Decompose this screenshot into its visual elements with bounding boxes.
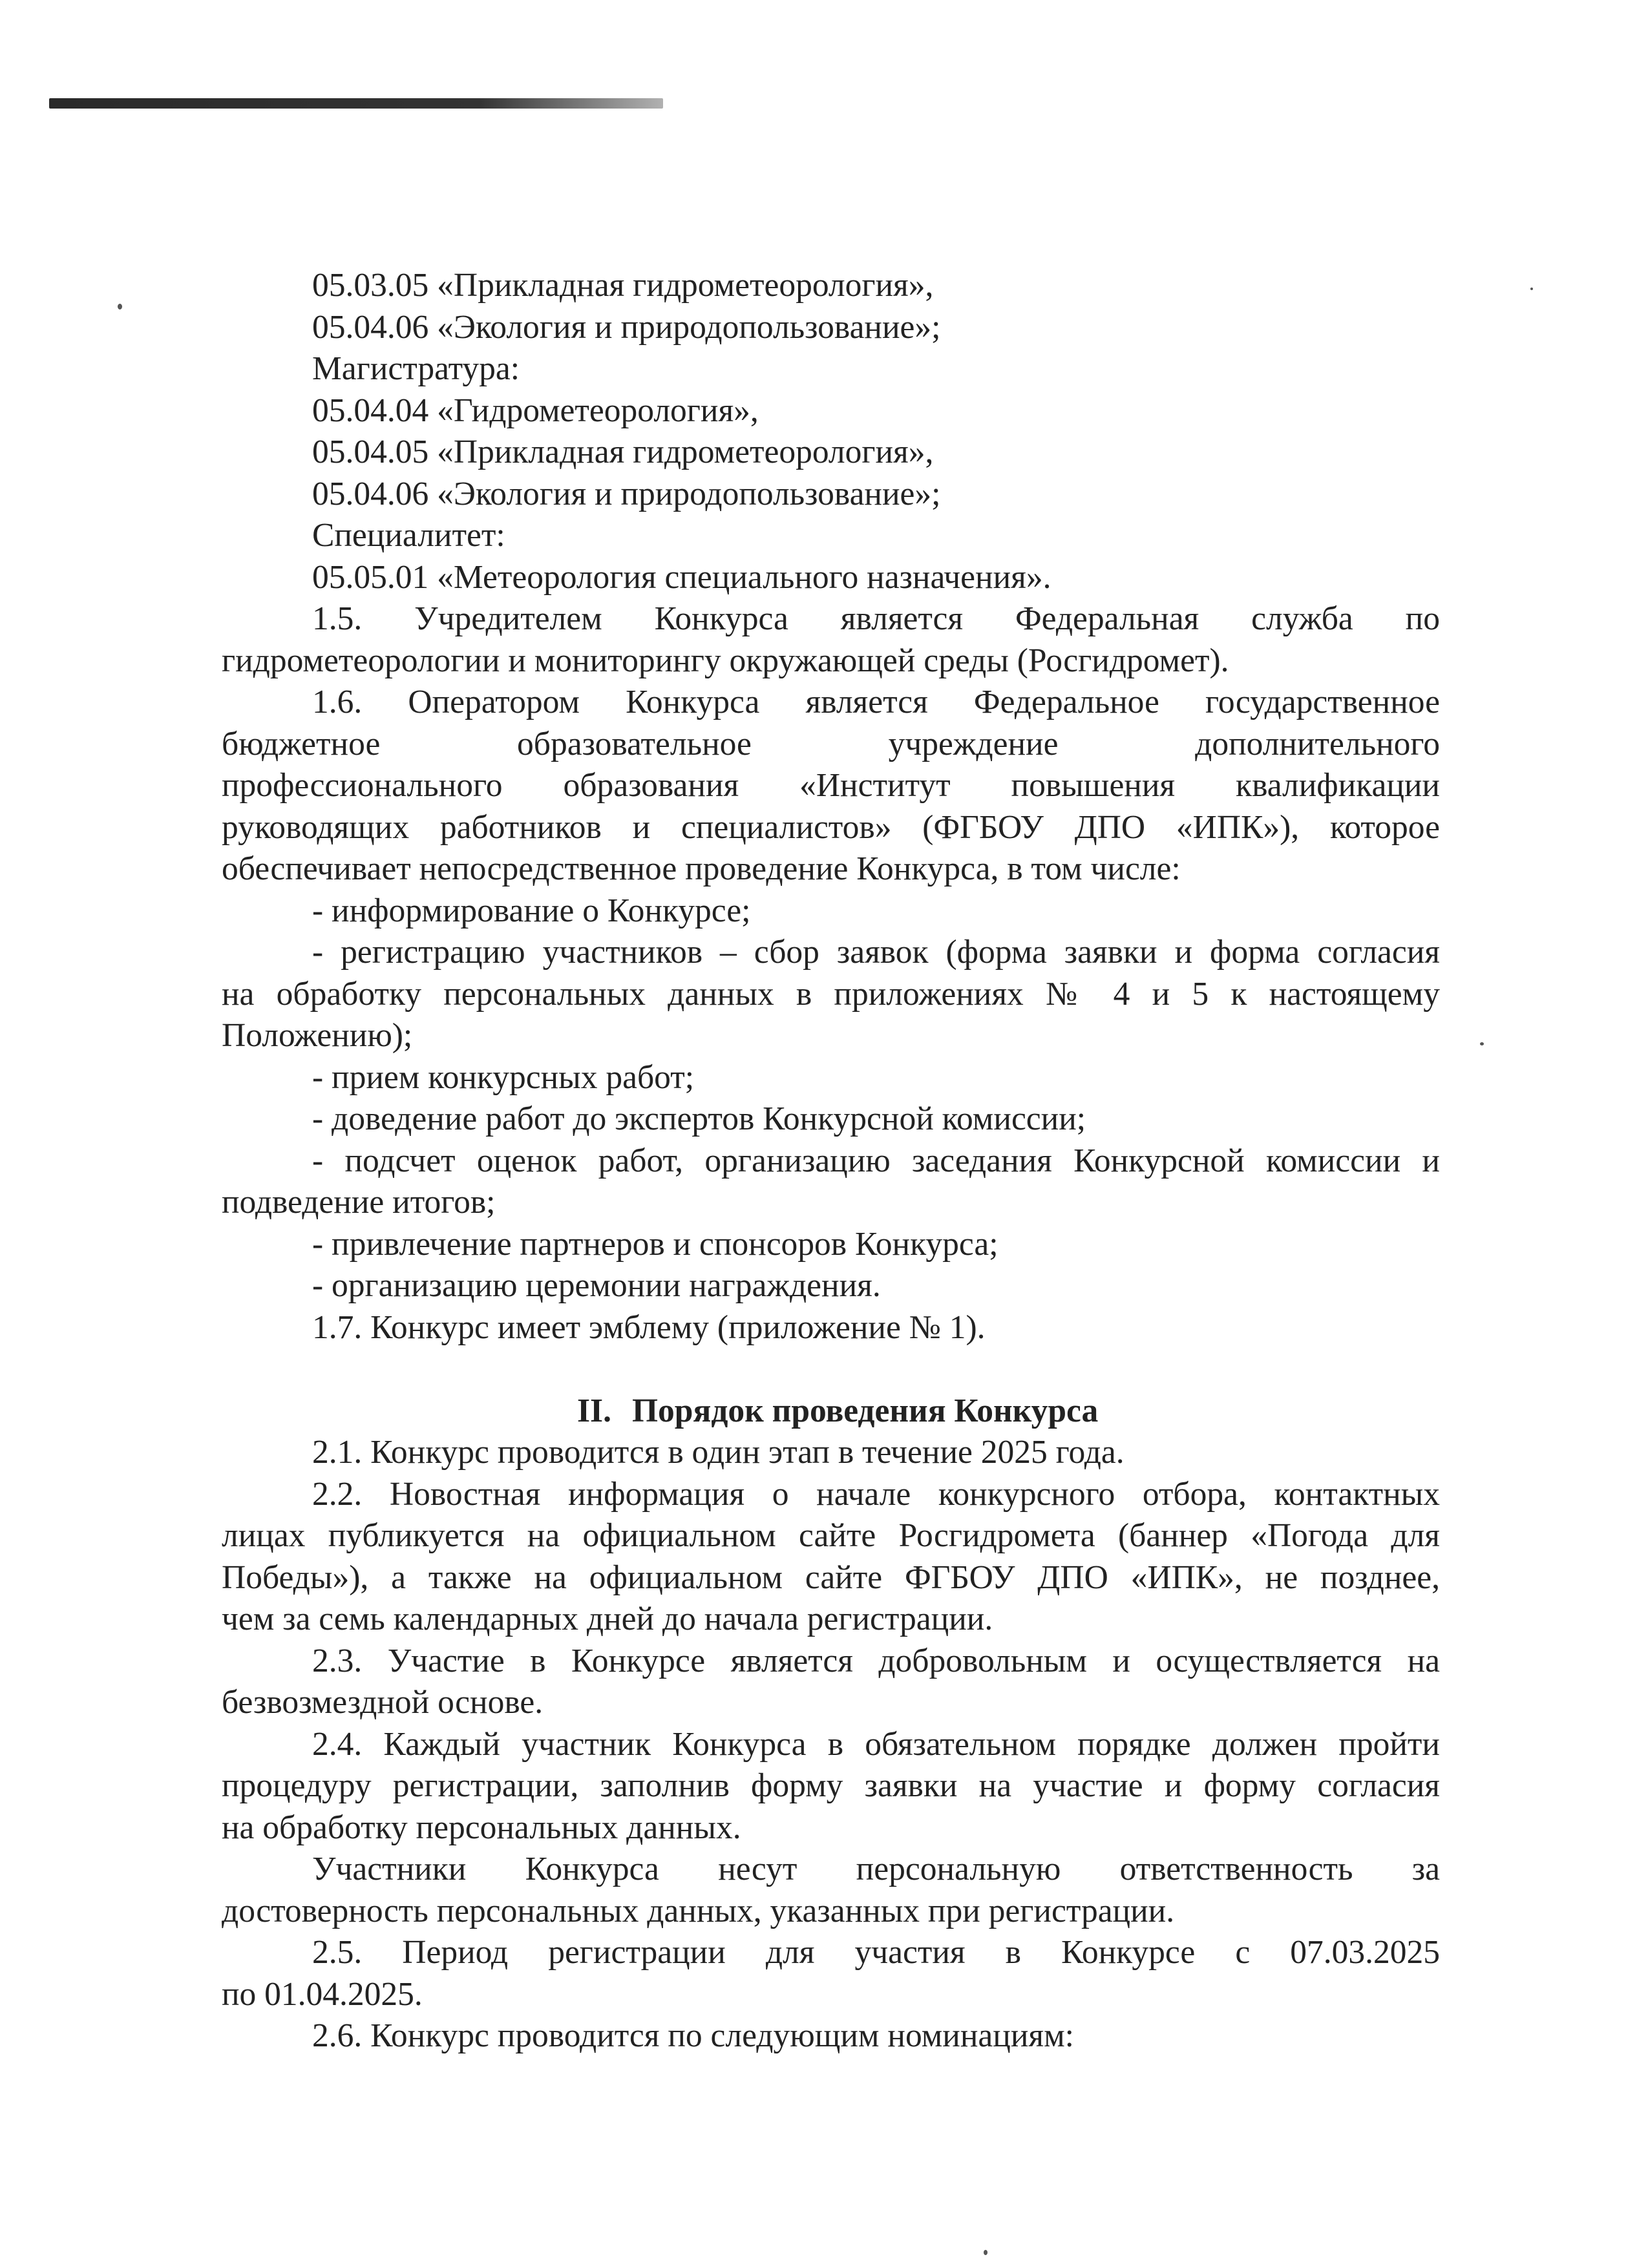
text-line: - привлечение партнеров и спонсоров Конкурса; bbox=[312, 1225, 998, 1263]
paragraph-gap bbox=[222, 1349, 1440, 1391]
text-line: 2.6. Конкурс проводится по следующим номинациям: bbox=[312, 2017, 1074, 2054]
text-line: 05.04.04 «Гидрометеорология», bbox=[312, 392, 759, 429]
text-line: Участники Конкурса несут персональную ответственность за bbox=[312, 1851, 1440, 1887]
text-line: подведение итогов; bbox=[222, 1184, 496, 1221]
text-line: - доведение работ до экспертов Конкурсной комиссии; bbox=[312, 1100, 1086, 1137]
text-line: лицах публикуется на официальном сайте Росгидромета (баннер «Погода для bbox=[222, 1517, 1440, 1554]
text-line: 05.05.01 «Метеорология специального назначения». bbox=[312, 558, 1051, 596]
scan-speck bbox=[984, 2250, 988, 2255]
scan-edge-bar bbox=[49, 98, 663, 109]
text-line: - организацию церемонии награждения. bbox=[312, 1267, 881, 1304]
text-line: руководящих работников и специалистов» (ФГБОУ ДПО «ИПК»), которое bbox=[222, 808, 1440, 846]
text-line: на обработку персональных данных. bbox=[222, 1809, 741, 1846]
text-line: гидрометеорологии и мониторингу окружающей среды (Росгидромет). bbox=[222, 642, 1229, 679]
text-line: 05.04.06 «Экология и природопользование»; bbox=[312, 475, 941, 512]
text-line: профессионального образования «Институт повышения квалификации bbox=[222, 767, 1440, 804]
text-line: процедуру регистрации, заполнив форму заявки на участие и форму согласия bbox=[222, 1767, 1440, 1804]
text-line: по 01.04.2025. bbox=[222, 1975, 423, 2013]
text-line: 2.3. Участие в Конкурсе является добровольным и осуществляется на bbox=[312, 1642, 1440, 1679]
text-line: безвозмездной основе. bbox=[222, 1684, 544, 1721]
text-line: 1.7. Конкурс имеет эмблему (приложение № 1). bbox=[312, 1308, 986, 1346]
section-heading bbox=[222, 1391, 1440, 1433]
text-line: 1.5. Учредителем Конкурса является Федеральная служба по bbox=[312, 600, 1440, 637]
text-line: 2.2. Новостная информация о начале конкурсного отбора, контактных bbox=[312, 1475, 1440, 1513]
document-page bbox=[222, 265, 1440, 2057]
text-line: обеспечивает непосредственное проведение Конкурса, в том числе: bbox=[222, 850, 1181, 887]
text-line: - информирование о Конкурсе; bbox=[312, 892, 751, 929]
section-number: II. bbox=[577, 1392, 611, 1429]
scan-speck bbox=[118, 304, 122, 310]
text-line: Победы»), а также на официальном сайте ФГБОУ ДПО «ИПК», не позднее, bbox=[222, 1559, 1440, 1596]
text-line: 2.1. Конкурс проводится в один этап в течение 2025 года. bbox=[312, 1434, 1125, 1471]
scan-speck bbox=[1530, 288, 1533, 290]
text-line: 2.5. Период регистрации для участия в Конкурсе с 07.03.2025 bbox=[312, 1934, 1440, 1971]
text-line: Положению); bbox=[222, 1017, 413, 1054]
text-line: чем за семь календарных дней до начала регистрации. bbox=[222, 1601, 993, 1637]
text-line: 05.03.05 «Прикладная гидрометеорология», bbox=[312, 267, 934, 304]
text-line: Специалитет: bbox=[312, 517, 505, 554]
text-line: - регистрацию участников – сбор заявок (форма заявки и форма согласия bbox=[312, 934, 1440, 971]
text-line: достоверность персональных данных, указанных при регистрации. bbox=[222, 1892, 1175, 1929]
text-line: 2.4. Каждый участник Конкурса в обязательном порядке должен пройти bbox=[312, 1725, 1440, 1763]
section-title: Порядок проведения Конкурса bbox=[632, 1392, 1099, 1429]
text-line: 05.04.06 «Экология и природопользование»; bbox=[312, 308, 941, 346]
text-line: - прием конкурсных работ; bbox=[312, 1058, 695, 1096]
text-line: бюджетное образовательное учреждение дополнительного bbox=[222, 725, 1440, 762]
text-line: на обработку персональных данных в приложениях № 4 и 5 к настоящему bbox=[222, 975, 1440, 1013]
text-line: Магистратура: bbox=[312, 350, 520, 387]
text-line: 1.6. Оператором Конкурса является Федеральное государственное bbox=[312, 684, 1440, 720]
scan-speck bbox=[1480, 1042, 1484, 1045]
text-line: - подсчет оценок работ, организацию заседания Конкурсной комиссии и bbox=[312, 1142, 1440, 1179]
text-line: 05.04.05 «Прикладная гидрометеорология», bbox=[312, 434, 934, 470]
